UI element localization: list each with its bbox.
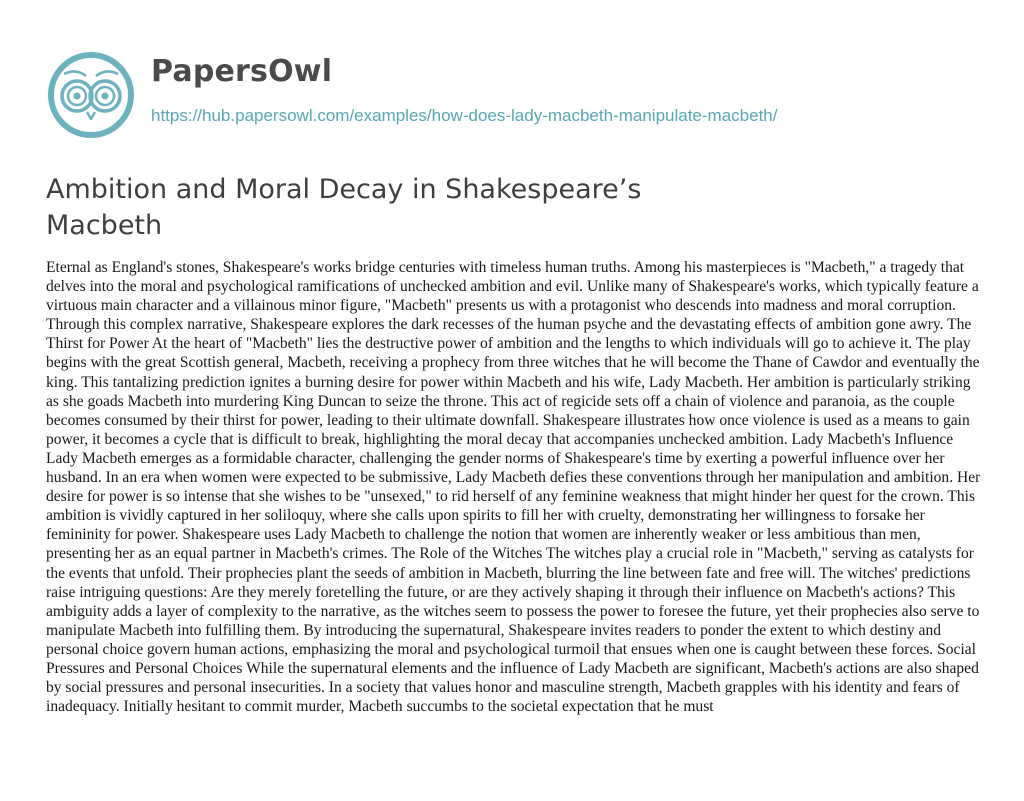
site-header — [46, 36, 986, 136]
page-url[interactable]: https://hub.papersowl.com/examples/how-does-lady-macbeth-manipulate-macbeth/ — [151, 106, 778, 125]
essay-body: Eternal as England's stones, Shakespeare's works bridge centuries with timeless human truths. Among his masterpieces is "Macbeth," a tragedy that delves into the moral and psychological ramifications of unchecked ambition and evil. Unlike many of Shakespeare's works, which typically feature a virtuous main character and a villainous minor figure, "Macbeth" presents us with a protagonist who descends into madness and moral corruption. Through this complex narrative, Shakespeare explores the dark recesses of the human psyche and the devastating effects of ambition gone awry. The Thirst for Power At the heart of "Macbeth" lies the destructive power of ambition and the lengths to which individuals will go to achieve it. The play begins with the great Scottish general, Macbeth, receiving a prophecy from three witches that he will become the Thane of Cawdor and eventually the king. This tantalizing prediction ignites a burning desire for power within Macbeth and his wife, Lady Macbeth. Her ambition is particularly striking as she goads Macbeth into murdering King Duncan to seize the throne. This act of regicide sets off a chain of violence and paranoia, as the couple becomes consumed by their thirst for power, leading to their ultimate downfall. Shakespeare illustrates how once violence is used as a means to gain power, it becomes a cycle that is difficult to break, highlighting the moral decay that accompanies unchecked ambition. Lady Macbeth's Influence Lady Macbeth emerges as a formidable character, challenging the gender norms of Shakespeare's time by exerting a powerful influence over her husband. In an era when women were expected to be submissive, Lady Macbeth defies these conventions through her manipulation and ambition. Her desire for power is so intense that she wishes to be "unsexed," to rid herself of any feminine weakness that might hinder her quest for the crown. This ambition is vividly captured in her soliloquy, where she calls upon spirits to fill her with cruelty, demonstrating her willingness to forsake her femininity for power. Shakespeare uses Lady Macbeth to challenge the notion that women are inherently weaker or less ambitious than men, presenting her as an equal partner in Macbeth's crimes. The Role of the Witches The witches play a crucial role in "Macbeth," serving as catalysts for the events that unfold. Their prophecies plant the seeds of ambition in Macbeth, blurring the line between fate and free will. The witches' predictions raise intriguing questions: Are they merely foretelling the future, or are they actively shaping it through their influence on Macbeth's actions? This ambiguity adds a layer of complexity to the narrative, as the witches seem to possess the power to foresee the future, yet their prophecies also serve to manipulate Macbeth into fulfilling them. By introducing the supernatural, Shakespeare invites readers to ponder the extent to which destiny and personal choice govern human actions, emphasizing the moral and psychological turmoil that ensues when one is caught between these forces. Social Pressures and Personal Choices While the supernatural elements and the influence of Lady Macbeth are significant, Macbeth's actions are also shaped by social pressures and personal insecurities. In a society that values honor and masculine strength, Macbeth grapples with his identity and fears of inadequacy. Initially hesitant to commit murder, Macbeth succumbs to the societal expectation that he must — [46, 259, 981, 716]
owl-logo-icon[interactable] — [46, 50, 136, 140]
brand-name[interactable]: PapersOwl — [151, 54, 333, 89]
essay-title: Ambition and Moral Decay in Shakespeare’s Macbeth — [46, 174, 642, 241]
